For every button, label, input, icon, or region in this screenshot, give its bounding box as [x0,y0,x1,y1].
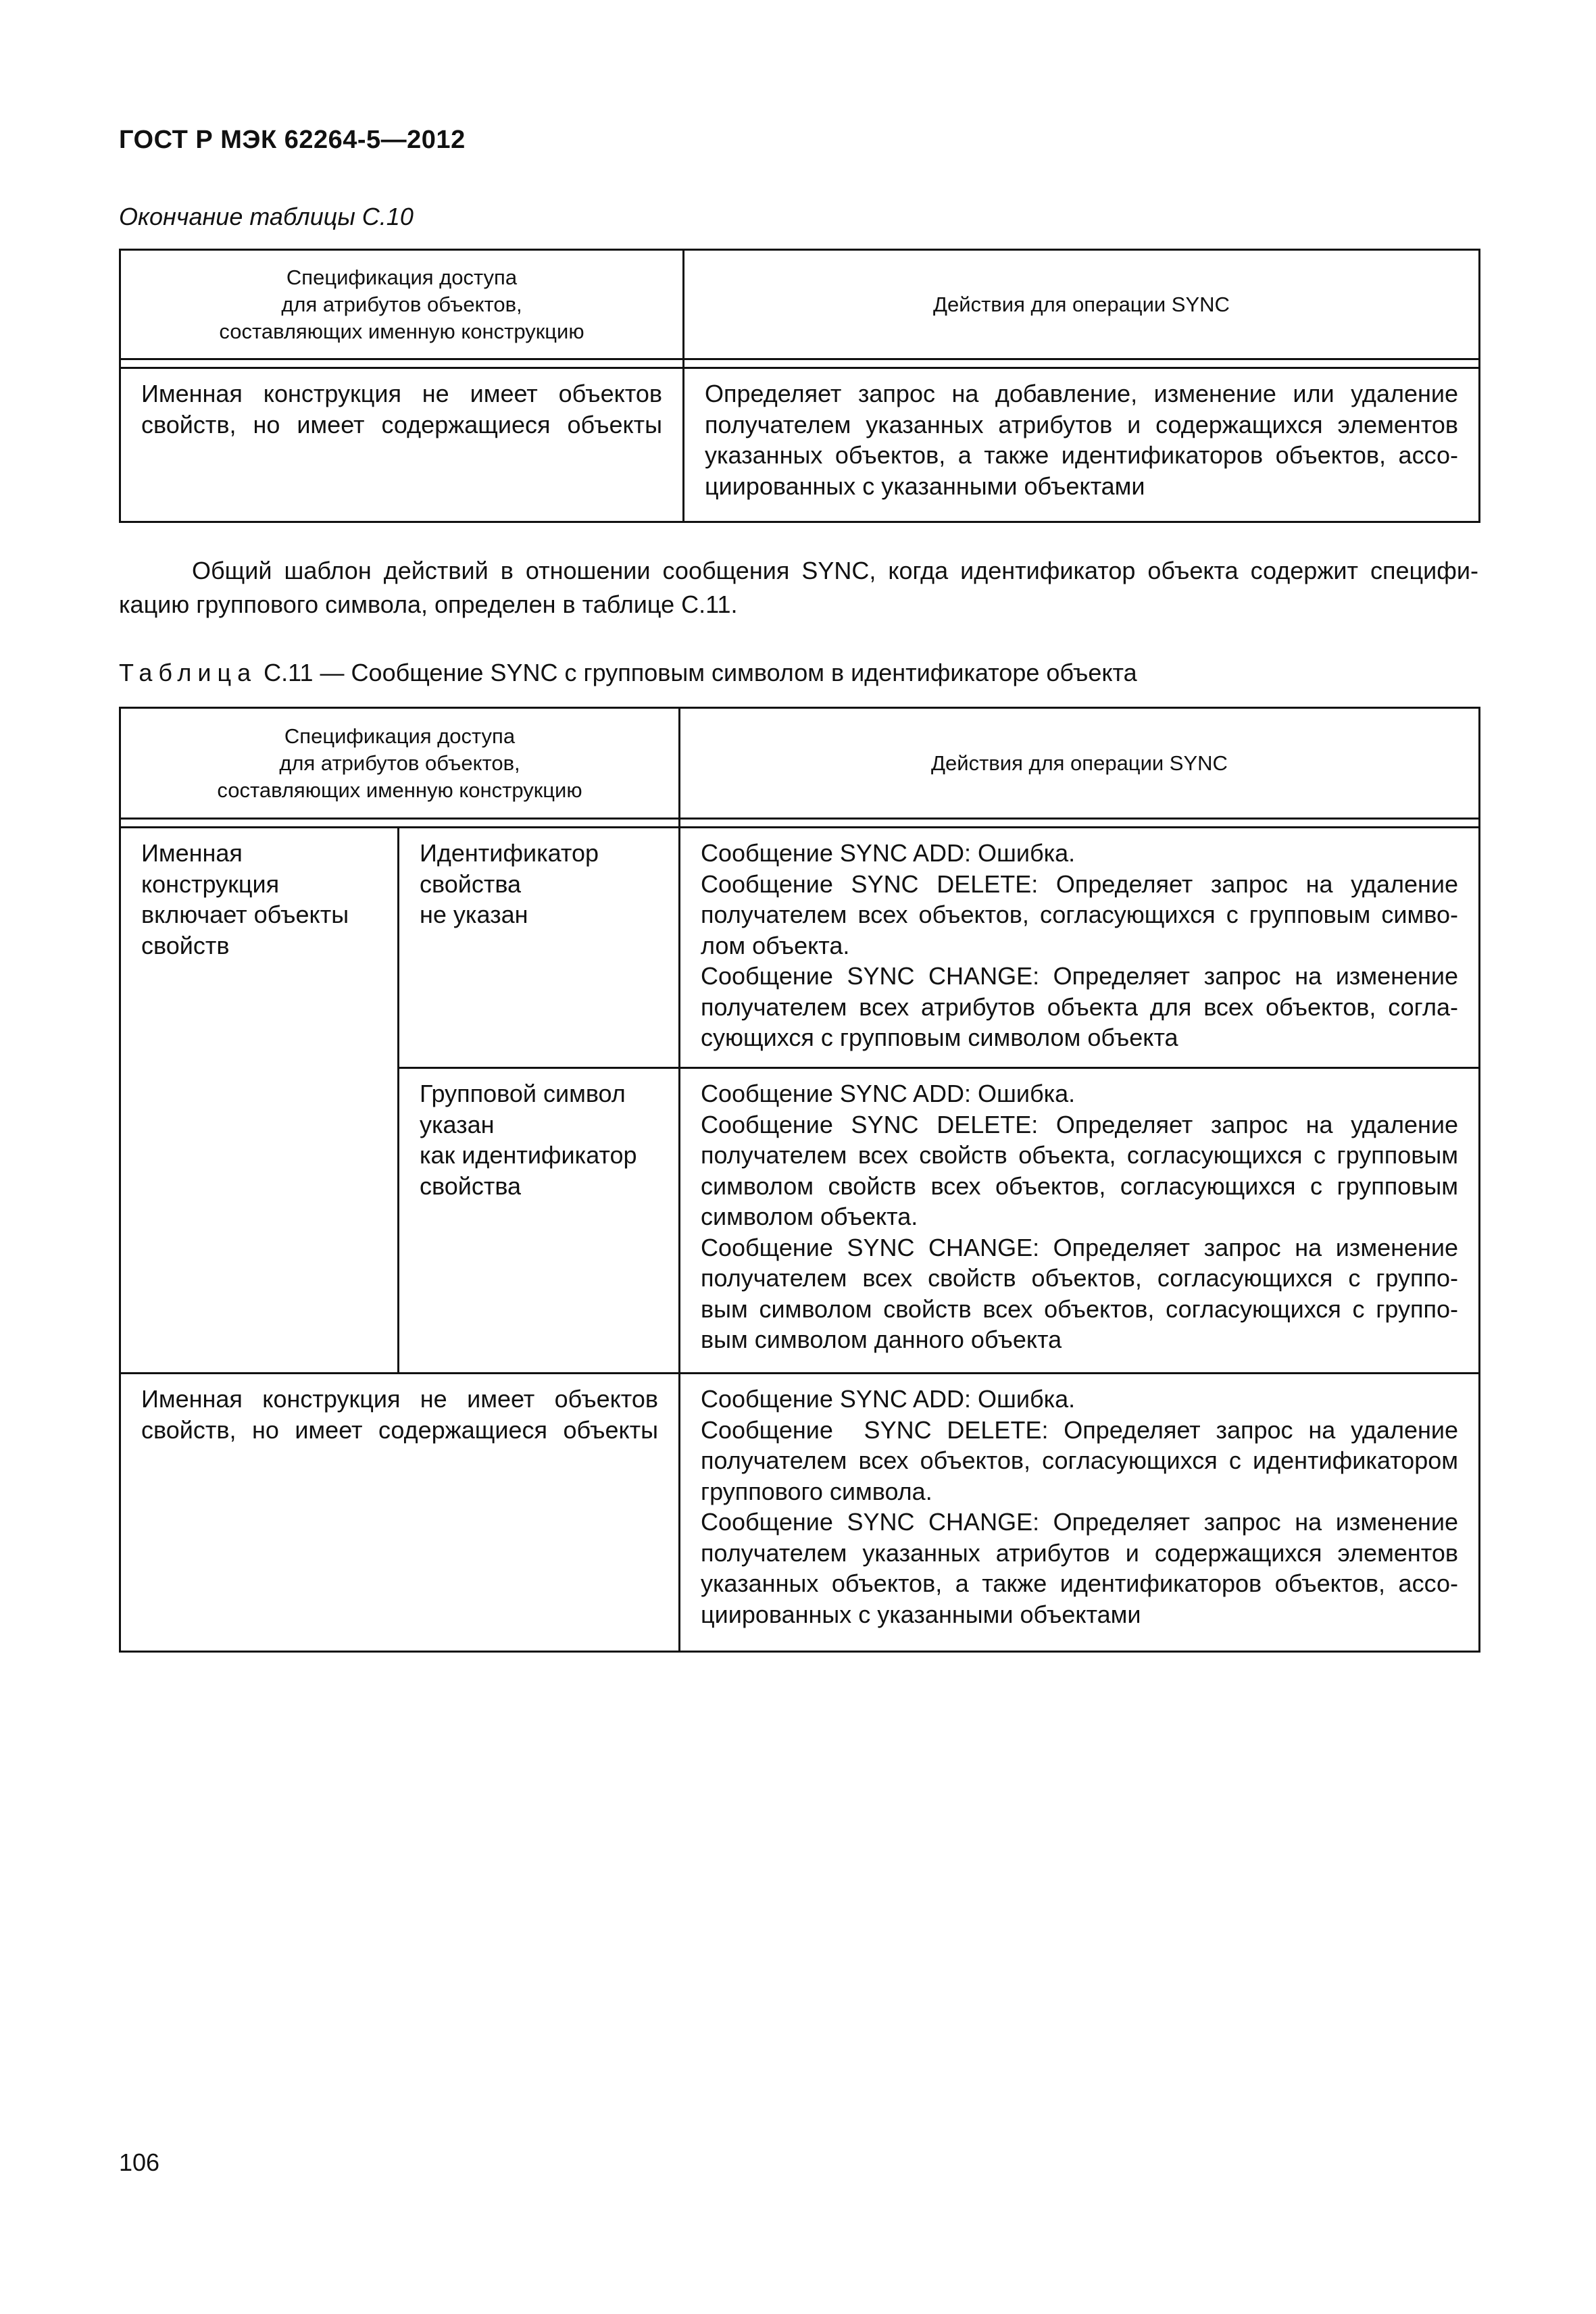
text-line: Именная конструкция не имеет объектов [141,380,662,407]
text-line: получателем всех атрибутов объекта для всех объектов, согла- [701,992,1458,1021]
text-line: Сообщение SYNC CHANGE: Определяет запрос на изменение [701,962,1458,990]
text-line: свойств, но имеет содержащиеся объекты [141,1415,658,1444]
table-c11 [119,707,1480,1653]
table2-row1-subcase [399,828,680,1068]
text-line: свойств [141,931,230,959]
table1-header-col1 [120,250,684,359]
table2-row3-actions [680,1374,1480,1652]
header-line: Спецификация доступа [286,265,518,289]
text-line: Сообщение SYNC CHANGE: Определяет запрос на изменение [701,1508,1458,1536]
text-line: Идентификатор [420,839,599,867]
table2-header-col1 [120,708,680,819]
paragraph-line: кацию группового символа, определен в таблице С.11. [119,590,738,618]
text-line: Сообщение SYNC CHANGE: Определяет запрос на изменение [701,1233,1458,1261]
table1-row1-label [120,368,684,522]
header-line: составляющих именную конструкцию [219,319,584,343]
text-line: Сообщение SYNC ADD: Ошибка. [701,839,1076,867]
text-line: циированных с указанными объектами [701,1600,1141,1628]
text-line: свойств, но имеет содержащиеся объекты [141,410,662,438]
page-number: 106 [119,2148,160,2176]
table1-row1-actions [684,368,1480,522]
table2-row2-subcase [399,1068,680,1374]
text-line: Именная [141,839,243,867]
text-line: Сообщение SYNC ADD: Ошибка. [701,1080,1076,1107]
text-line: символом свойств всех объектов, согласующихся с групповым [701,1172,1458,1200]
text-line: сующихся с групповым символом объекта [701,1024,1178,1051]
text-line: получателем всех свойств объектов, согласующихся с группо- [701,1264,1458,1292]
table2-group-label [120,828,399,1374]
text-line: указанных объектов, а также идентификаторов объектов, ассо- [705,441,1458,469]
table1-header-col2: Действия для операции SYNC [684,250,1480,359]
table2-caption [119,659,1137,687]
text-line: получателем всех объектов, согласующихся с групповым симво- [701,901,1458,928]
header-separator [680,819,1480,828]
table2-row2-actions [680,1068,1480,1374]
caption-label: Таблица [119,659,257,686]
header-line: для атрибутов объектов, [281,292,522,316]
body-paragraph [119,554,1478,622]
text-line: Именная конструкция не имеет объектов [141,1385,658,1413]
header-line: Спецификация доступа [284,724,516,748]
text-line: Сообщение SYNC ADD: Ошибка. [701,1385,1076,1413]
header-separator [684,359,1480,368]
text-line: указанных объектов, а также идентификаторов объектов, ассо- [701,1569,1458,1597]
table2-row1-actions [680,828,1480,1068]
text-line: получателем всех свойств объекта, согласующихся с групповым [701,1141,1458,1169]
text-line: группового символа. [701,1477,932,1505]
table2-header-col2: Действия для операции SYNC [680,708,1480,819]
text-line: свойства [420,870,522,898]
text-line: Сообщение SYNC DELETE: Определяет запрос на удаление [701,1415,1458,1444]
text-line: получателем указанных атрибутов и содержащихся элементов [705,410,1458,438]
text-line: Сообщение SYNC DELETE: Определяет запрос на удаление [701,1110,1458,1138]
text-line: не указан [420,901,528,928]
document-header: ГОСТ Р МЭК 62264-5—2012 [119,126,466,154]
text-line: циированных с указанными объектами [705,472,1145,500]
text-line: символом объекта. [701,1203,918,1230]
header-separator [120,359,684,368]
text-line: получателем всех объектов, согласующихся с идентификатором [701,1447,1458,1474]
text-line: получателем указанных атрибутов и содержащихся элементов [701,1538,1458,1567]
text-line: свойства [420,1172,522,1200]
text-line: Сообщение SYNC DELETE: Определяет запрос на удаление [701,870,1458,898]
caption-title: С.11 — Сообщение SYNC с групповым символом в идентификаторе объекта [264,659,1137,686]
table2-row3-label [120,1374,680,1652]
header-line: для атрибутов объектов, [279,751,520,775]
text-line: конструкция [141,870,280,898]
header-line: составляющих именную конструкцию [217,778,582,802]
header-separator [120,819,680,828]
paragraph-line: Общий шаблон действий в отношении сообщения SYNC, когда идентификатор объекта содержит специфи- [192,557,1478,584]
text-line: лом объекта. [701,931,850,959]
text-line: вым символом свойств всех объектов, согласующихся с группо- [701,1294,1458,1323]
text-line: вым символом данного объекта [701,1326,1062,1353]
text-line: включает объекты [141,901,349,928]
text-line: как идентификатор [420,1141,637,1169]
text-line: Групповой символ [420,1080,626,1107]
text-line: указан [420,1110,495,1138]
table1-caption: Окончание таблицы С.10 [119,203,414,230]
text-line: Определяет запрос на добавление, изменение или удаление [705,380,1458,407]
table-c10 [119,249,1480,523]
